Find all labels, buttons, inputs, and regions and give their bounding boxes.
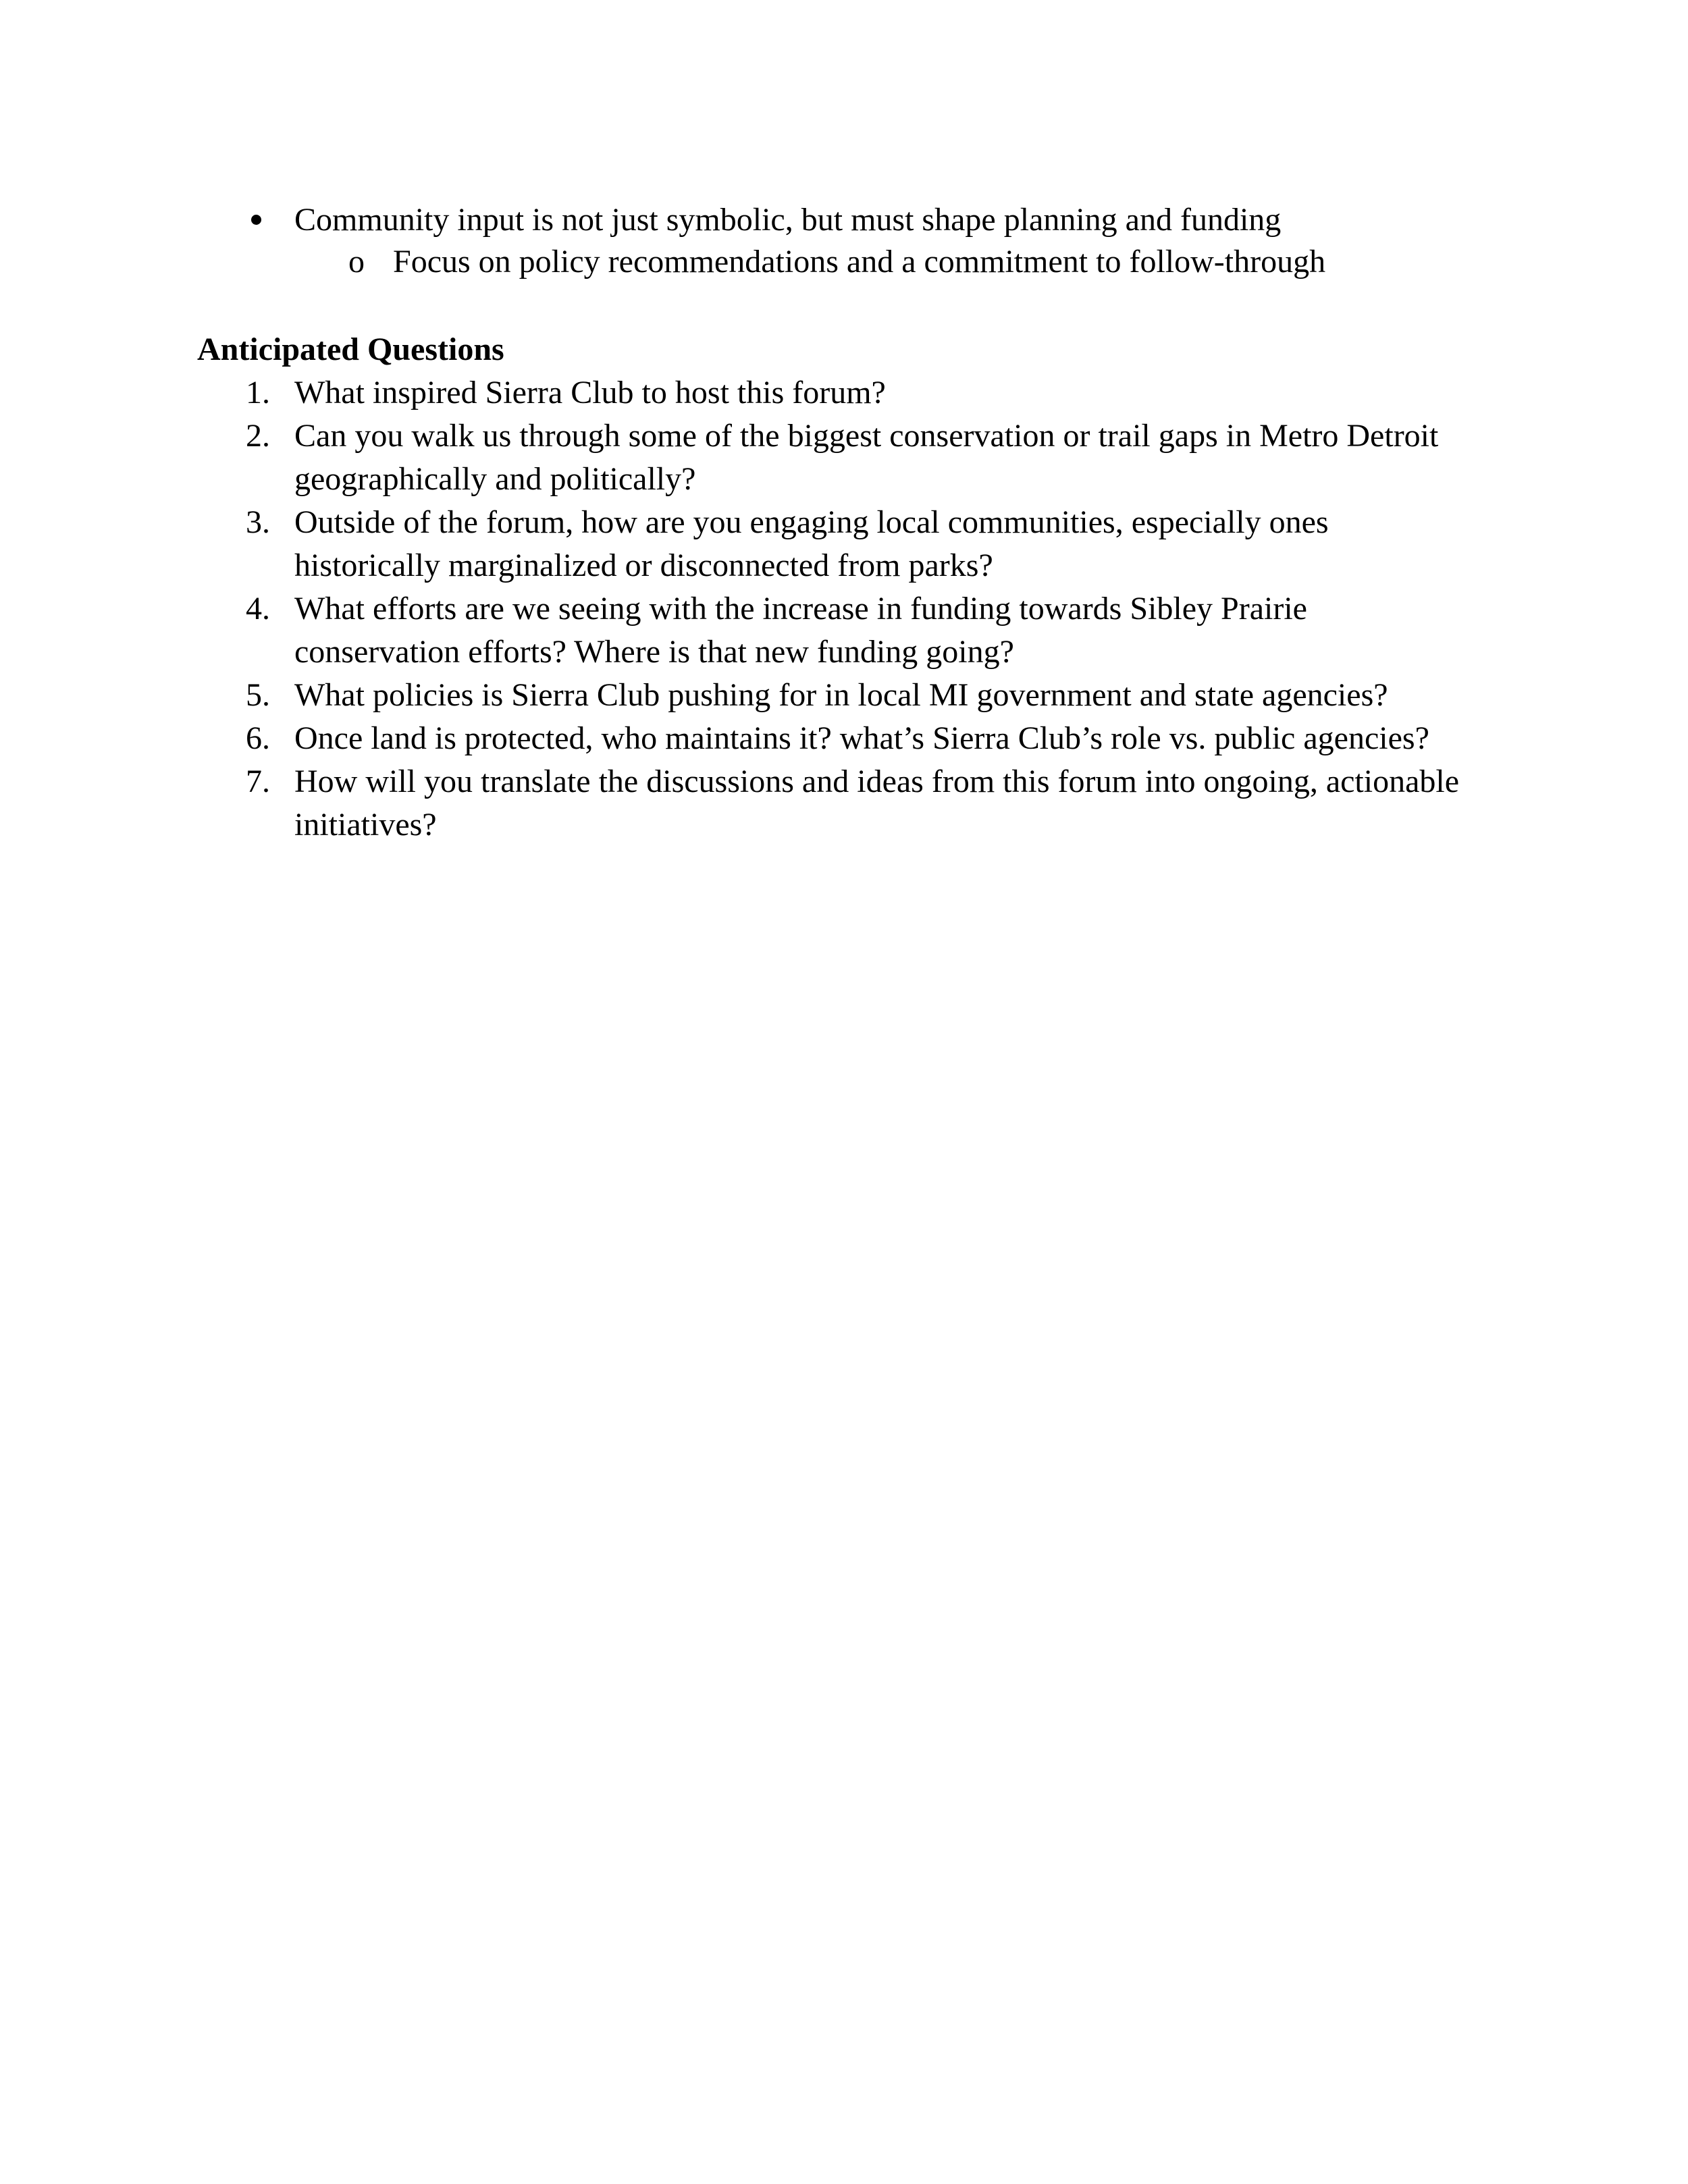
list-item-text-continued: initiatives?: [294, 807, 437, 843]
list-number: 6.: [246, 720, 270, 756]
sub-bullet-text: Focus on policy recommendations and a commitment to follow-through: [393, 244, 1326, 279]
list-number: 1.: [246, 375, 270, 410]
list-number: 7.: [246, 764, 270, 799]
list-number: 2.: [246, 418, 270, 454]
list-number: 4.: [246, 591, 270, 627]
list-item-text: What efforts are we seeing with the increase in funding towards Sibley Prairie: [294, 591, 1307, 627]
section-heading: Anticipated Questions: [197, 331, 504, 367]
list-item-text: What inspired Sierra Club to host this forum?: [294, 375, 886, 410]
list-item-text-continued: conservation efforts? Where is that new funding going?: [294, 634, 1014, 670]
list-item-text: How will you translate the discussions and ideas from this forum into ongoing, actionable: [294, 764, 1460, 799]
sub-bullet-marker: o: [348, 244, 365, 279]
list-item-text: Once land is protected, who maintains it? what’s Sierra Club’s role vs. public agencies?: [294, 720, 1429, 756]
list-item-text: What policies is Sierra Club pushing for in local MI government and state agencies?: [294, 677, 1388, 713]
list-item-text-continued: historically marginalized or disconnected from parks?: [294, 548, 993, 583]
list-item-text: Outside of the forum, how are you engaging local communities, especially ones: [294, 504, 1329, 540]
list-item-text: Can you walk us through some of the biggest conservation or trail gaps in Metro Detroit: [294, 418, 1439, 454]
bullet-marker: [251, 215, 261, 225]
list-item-text-continued: geographically and politically?: [294, 461, 696, 497]
list-number: 5.: [246, 677, 270, 713]
bullet-text: Community input is not just symbolic, but must shape planning and funding: [294, 202, 1282, 238]
list-number: 3.: [246, 504, 270, 540]
